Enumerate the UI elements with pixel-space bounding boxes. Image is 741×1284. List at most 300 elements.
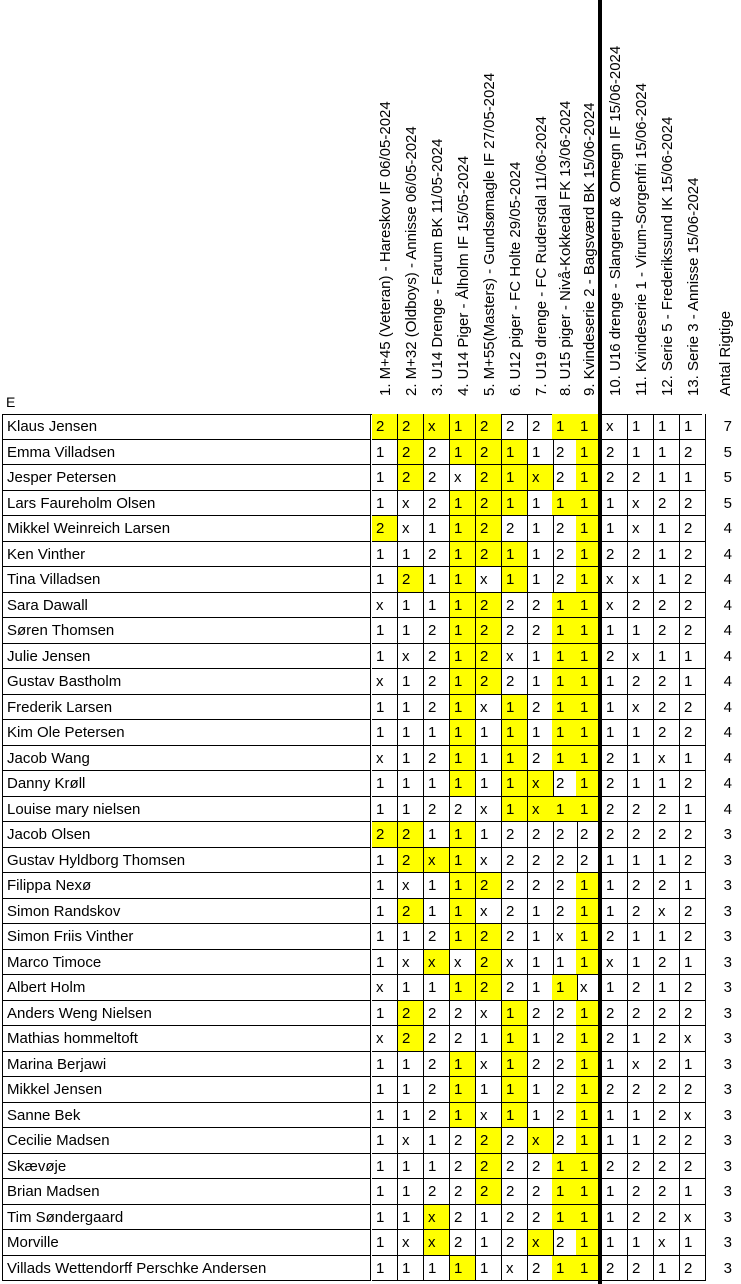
prediction-cell[interactable]: x — [372, 1026, 398, 1052]
prediction-cell-correct[interactable]: 2 — [398, 899, 424, 925]
prediction-cell[interactable]: 2 — [680, 618, 706, 644]
prediction-cell-correct[interactable]: 1 — [502, 797, 528, 823]
prediction-cell[interactable]: 1 — [372, 1128, 398, 1154]
prediction-cell[interactable]: 1 — [372, 618, 398, 644]
prediction-cell[interactable]: 2 — [528, 414, 554, 440]
prediction-cell[interactable]: 1 — [528, 542, 554, 568]
prediction-cell[interactable]: 1 — [528, 975, 554, 1001]
prediction-cell-correct[interactable]: 1 — [502, 1077, 528, 1103]
prediction-cell[interactable]: 2 — [654, 1103, 680, 1129]
prediction-cell-correct[interactable]: 1 — [576, 567, 602, 593]
prediction-cell-correct[interactable]: 1 — [576, 797, 602, 823]
prediction-cell[interactable]: 2 — [552, 465, 578, 491]
prediction-cell[interactable]: 2 — [680, 1154, 706, 1180]
prediction-cell[interactable]: 2 — [654, 720, 680, 746]
prediction-cell[interactable]: 2 — [654, 1001, 680, 1027]
prediction-cell-correct[interactable]: 1 — [502, 1001, 528, 1027]
prediction-cell[interactable]: 2 — [424, 1026, 450, 1052]
prediction-cell[interactable]: 1 — [628, 720, 654, 746]
prediction-cell[interactable]: x — [576, 975, 602, 1001]
prediction-cell[interactable]: x — [372, 669, 398, 695]
prediction-cell[interactable]: 2 — [424, 924, 450, 950]
prediction-cell[interactable]: 2 — [552, 1077, 578, 1103]
prediction-cell-correct[interactable]: 1 — [450, 746, 476, 772]
prediction-cell-correct[interactable]: 1 — [450, 924, 476, 950]
prediction-cell[interactable]: 1 — [654, 440, 680, 466]
prediction-cell-correct[interactable]: 1 — [576, 771, 602, 797]
prediction-cell[interactable]: x — [680, 1103, 706, 1129]
participant-name[interactable]: Klaus Jensen — [2, 414, 371, 440]
prediction-cell[interactable]: 2 — [680, 720, 706, 746]
prediction-cell[interactable]: 2 — [552, 822, 578, 848]
prediction-cell-correct[interactable]: 1 — [576, 491, 602, 517]
prediction-cell-correct[interactable]: 1 — [450, 644, 476, 670]
prediction-cell[interactable]: 2 — [654, 1052, 680, 1078]
prediction-cell[interactable]: 1 — [424, 567, 450, 593]
prediction-cell[interactable]: 2 — [654, 950, 680, 976]
prediction-cell[interactable]: 1 — [654, 924, 680, 950]
participant-name[interactable]: Danny Krøll — [2, 771, 371, 797]
prediction-cell-correct[interactable]: 1 — [576, 1077, 602, 1103]
prediction-cell[interactable]: 2 — [502, 669, 528, 695]
prediction-cell-correct[interactable]: 2 — [476, 1179, 502, 1205]
prediction-cell-correct[interactable]: 2 — [476, 593, 502, 619]
prediction-cell[interactable]: 2 — [680, 491, 706, 517]
participant-name[interactable]: Emma Villadsen — [2, 440, 371, 466]
prediction-cell[interactable]: 1 — [372, 1154, 398, 1180]
prediction-cell[interactable]: 1 — [372, 1077, 398, 1103]
participant-name[interactable]: Sanne Bek — [2, 1103, 371, 1129]
prediction-cell[interactable]: 1 — [424, 1256, 450, 1282]
prediction-cell[interactable]: 1 — [602, 491, 628, 517]
participant-name[interactable]: Frederik Larsen — [2, 695, 371, 721]
prediction-cell[interactable]: 1 — [398, 1256, 424, 1282]
prediction-cell[interactable]: 1 — [680, 746, 706, 772]
prediction-cell[interactable]: 2 — [528, 873, 554, 899]
prediction-cell[interactable]: x — [372, 746, 398, 772]
prediction-cell[interactable]: 2 — [552, 567, 578, 593]
prediction-cell-correct[interactable]: 1 — [450, 669, 476, 695]
prediction-cell[interactable]: x — [398, 644, 424, 670]
prediction-cell[interactable]: 1 — [424, 720, 450, 746]
prediction-cell[interactable]: 2 — [450, 1230, 476, 1256]
prediction-cell[interactable]: 1 — [372, 924, 398, 950]
prediction-cell[interactable]: 2 — [502, 822, 528, 848]
prediction-cell[interactable]: 2 — [424, 797, 450, 823]
prediction-cell[interactable]: 2 — [528, 1052, 554, 1078]
prediction-cell[interactable]: 1 — [372, 644, 398, 670]
prediction-cell[interactable]: 2 — [654, 1128, 680, 1154]
prediction-cell[interactable]: 2 — [424, 1103, 450, 1129]
prediction-cell[interactable]: 2 — [602, 1077, 628, 1103]
prediction-cell[interactable]: 2 — [502, 873, 528, 899]
prediction-cell[interactable]: 1 — [680, 873, 706, 899]
prediction-cell[interactable]: 1 — [372, 873, 398, 899]
prediction-cell[interactable]: 2 — [502, 1230, 528, 1256]
prediction-cell[interactable]: 1 — [372, 567, 398, 593]
prediction-cell-correct[interactable]: 1 — [450, 1077, 476, 1103]
prediction-cell[interactable]: 2 — [552, 1230, 578, 1256]
prediction-cell[interactable]: x — [602, 567, 628, 593]
prediction-cell[interactable]: 2 — [680, 1001, 706, 1027]
prediction-cell[interactable]: 2 — [602, 1026, 628, 1052]
prediction-cell[interactable]: x — [476, 1001, 502, 1027]
prediction-cell[interactable]: 1 — [398, 797, 424, 823]
prediction-cell[interactable]: x — [654, 746, 680, 772]
prediction-cell-correct[interactable]: 1 — [576, 1256, 602, 1282]
prediction-cell[interactable]: 1 — [680, 1052, 706, 1078]
prediction-cell[interactable]: 1 — [424, 1154, 450, 1180]
prediction-cell[interactable]: 2 — [502, 848, 528, 874]
prediction-cell-correct[interactable]: 1 — [450, 695, 476, 721]
prediction-cell[interactable]: 2 — [552, 542, 578, 568]
prediction-cell-correct[interactable]: 1 — [576, 516, 602, 542]
prediction-cell-correct[interactable]: 1 — [450, 491, 476, 517]
prediction-cell[interactable]: 2 — [654, 1077, 680, 1103]
prediction-cell[interactable]: 1 — [398, 771, 424, 797]
prediction-cell-correct[interactable]: 1 — [502, 465, 528, 491]
prediction-cell[interactable]: 2 — [450, 1001, 476, 1027]
prediction-cell-correct[interactable]: 1 — [450, 873, 476, 899]
prediction-cell[interactable]: 2 — [552, 440, 578, 466]
prediction-cell[interactable]: x — [398, 516, 424, 542]
prediction-cell[interactable]: 1 — [476, 1230, 502, 1256]
prediction-cell[interactable]: 1 — [628, 1026, 654, 1052]
prediction-cell-correct[interactable]: 2 — [398, 465, 424, 491]
prediction-cell[interactable]: 1 — [628, 618, 654, 644]
prediction-cell-correct[interactable]: 1 — [576, 873, 602, 899]
prediction-cell[interactable]: 1 — [398, 1103, 424, 1129]
prediction-cell[interactable]: 2 — [552, 873, 578, 899]
participant-name[interactable]: Julie Jensen — [2, 644, 371, 670]
prediction-cell[interactable]: x — [552, 924, 578, 950]
prediction-cell-correct[interactable]: 1 — [576, 440, 602, 466]
prediction-cell[interactable]: 2 — [654, 491, 680, 517]
prediction-cell-correct[interactable]: 1 — [576, 950, 602, 976]
prediction-cell[interactable]: x — [450, 950, 476, 976]
prediction-cell-correct[interactable]: 2 — [372, 414, 398, 440]
prediction-cell-correct[interactable]: 2 — [476, 669, 502, 695]
prediction-cell[interactable]: 1 — [628, 1230, 654, 1256]
prediction-cell-correct[interactable]: 1 — [450, 720, 476, 746]
prediction-cell[interactable]: 2 — [680, 975, 706, 1001]
prediction-cell-correct[interactable]: 1 — [450, 975, 476, 1001]
prediction-cell[interactable]: x — [476, 1103, 502, 1129]
prediction-cell[interactable]: 2 — [450, 797, 476, 823]
prediction-cell-correct[interactable]: 1 — [450, 1256, 476, 1282]
prediction-cell[interactable]: 2 — [602, 822, 628, 848]
prediction-cell[interactable]: 2 — [450, 1154, 476, 1180]
prediction-cell-correct[interactable]: 1 — [552, 644, 578, 670]
prediction-cell[interactable]: 2 — [450, 1179, 476, 1205]
prediction-cell[interactable]: x — [654, 899, 680, 925]
prediction-cell[interactable]: 2 — [680, 822, 706, 848]
prediction-cell[interactable]: 1 — [398, 1052, 424, 1078]
participant-name[interactable]: Tina Villadsen — [2, 567, 371, 593]
participant-name[interactable]: Mathias hommeltoft — [2, 1026, 371, 1052]
prediction-cell[interactable]: 2 — [502, 618, 528, 644]
prediction-cell[interactable]: 2 — [576, 822, 602, 848]
prediction-cell-correct[interactable]: 1 — [450, 542, 476, 568]
prediction-cell-correct[interactable]: 2 — [476, 618, 502, 644]
prediction-cell-correct[interactable]: 1 — [576, 695, 602, 721]
prediction-cell[interactable]: 2 — [450, 1026, 476, 1052]
prediction-cell[interactable]: 2 — [576, 848, 602, 874]
prediction-cell[interactable]: 2 — [528, 1179, 554, 1205]
prediction-cell[interactable]: 1 — [424, 873, 450, 899]
prediction-cell-correct[interactable]: 1 — [450, 771, 476, 797]
prediction-cell[interactable]: 1 — [602, 975, 628, 1001]
participant-name[interactable]: Mikkel Jensen — [2, 1077, 371, 1103]
prediction-cell[interactable]: 2 — [502, 414, 528, 440]
prediction-cell[interactable]: 2 — [654, 1154, 680, 1180]
prediction-cell[interactable]: 1 — [372, 542, 398, 568]
prediction-cell[interactable]: 1 — [602, 1179, 628, 1205]
participant-name[interactable]: Gustav Hyldborg Thomsen — [2, 848, 371, 874]
prediction-cell[interactable]: 2 — [528, 746, 554, 772]
prediction-cell-correct[interactable]: x — [528, 771, 554, 797]
prediction-cell[interactable]: 1 — [398, 720, 424, 746]
prediction-cell[interactable]: 2 — [680, 695, 706, 721]
prediction-cell-correct[interactable]: 2 — [476, 491, 502, 517]
prediction-cell[interactable]: x — [476, 567, 502, 593]
prediction-cell[interactable]: 1 — [528, 669, 554, 695]
prediction-cell[interactable]: 1 — [528, 720, 554, 746]
prediction-cell[interactable]: 1 — [372, 950, 398, 976]
prediction-cell[interactable]: 2 — [528, 822, 554, 848]
participant-name[interactable]: Cecilie Madsen — [2, 1128, 371, 1154]
prediction-cell-correct[interactable]: 1 — [502, 720, 528, 746]
prediction-cell-correct[interactable]: 1 — [576, 593, 602, 619]
prediction-cell-correct[interactable]: 1 — [576, 542, 602, 568]
prediction-cell-correct[interactable]: x — [424, 414, 450, 440]
prediction-cell[interactable]: 1 — [372, 1001, 398, 1027]
prediction-cell[interactable]: 1 — [398, 593, 424, 619]
prediction-cell-correct[interactable]: 2 — [476, 924, 502, 950]
prediction-cell[interactable]: 1 — [680, 797, 706, 823]
prediction-cell[interactable]: 1 — [602, 720, 628, 746]
prediction-cell[interactable]: 1 — [680, 1230, 706, 1256]
prediction-cell[interactable]: 1 — [628, 924, 654, 950]
prediction-cell[interactable]: 2 — [654, 618, 680, 644]
prediction-cell-correct[interactable]: 1 — [576, 1026, 602, 1052]
prediction-cell[interactable]: 1 — [424, 975, 450, 1001]
prediction-cell-correct[interactable]: 1 — [552, 669, 578, 695]
prediction-cell[interactable]: 1 — [372, 1103, 398, 1129]
prediction-cell[interactable]: 1 — [628, 1128, 654, 1154]
prediction-cell[interactable]: 2 — [424, 1052, 450, 1078]
prediction-cell[interactable]: 1 — [424, 593, 450, 619]
prediction-cell[interactable]: 2 — [628, 1001, 654, 1027]
prediction-cell[interactable]: 1 — [372, 1179, 398, 1205]
prediction-cell-correct[interactable]: 1 — [576, 414, 602, 440]
prediction-cell[interactable]: 1 — [602, 695, 628, 721]
prediction-cell[interactable]: 1 — [424, 1128, 450, 1154]
prediction-cell[interactable]: 2 — [602, 1001, 628, 1027]
prediction-cell[interactable]: 2 — [424, 1179, 450, 1205]
prediction-cell[interactable]: 1 — [398, 669, 424, 695]
prediction-cell[interactable]: 1 — [398, 618, 424, 644]
prediction-cell-correct[interactable]: 1 — [502, 1103, 528, 1129]
prediction-cell-correct[interactable]: 1 — [576, 1128, 602, 1154]
prediction-cell[interactable]: 1 — [602, 1205, 628, 1231]
prediction-cell-correct[interactable]: x — [424, 848, 450, 874]
prediction-cell[interactable]: x — [476, 1052, 502, 1078]
prediction-cell-correct[interactable]: 1 — [552, 593, 578, 619]
prediction-cell[interactable]: 2 — [680, 771, 706, 797]
prediction-cell-correct[interactable]: 1 — [576, 618, 602, 644]
prediction-cell[interactable]: 1 — [654, 465, 680, 491]
prediction-cell[interactable]: x — [628, 695, 654, 721]
prediction-cell[interactable]: 1 — [628, 746, 654, 772]
prediction-cell-correct[interactable]: 1 — [552, 491, 578, 517]
prediction-cell[interactable]: 2 — [528, 593, 554, 619]
prediction-cell[interactable]: 2 — [552, 1103, 578, 1129]
participant-name[interactable]: Jesper Petersen — [2, 465, 371, 491]
participant-name[interactable]: Gustav Bastholm — [2, 669, 371, 695]
prediction-cell[interactable]: 2 — [602, 924, 628, 950]
prediction-cell[interactable]: x — [372, 593, 398, 619]
prediction-cell[interactable]: 1 — [372, 1230, 398, 1256]
prediction-cell[interactable]: x — [602, 593, 628, 619]
prediction-cell-correct[interactable]: 2 — [372, 822, 398, 848]
prediction-cell[interactable]: x — [476, 899, 502, 925]
prediction-cell[interactable]: 1 — [398, 695, 424, 721]
prediction-cell[interactable]: 1 — [680, 465, 706, 491]
prediction-cell[interactable]: 1 — [628, 771, 654, 797]
prediction-cell[interactable]: 2 — [680, 1128, 706, 1154]
prediction-cell[interactable]: 1 — [424, 899, 450, 925]
participant-name[interactable]: Marina Berjawi — [2, 1052, 371, 1078]
prediction-cell[interactable]: 2 — [424, 669, 450, 695]
prediction-cell[interactable]: 1 — [602, 618, 628, 644]
prediction-cell-correct[interactable]: 2 — [398, 414, 424, 440]
prediction-cell[interactable]: 1 — [654, 414, 680, 440]
prediction-cell-correct[interactable]: 1 — [576, 746, 602, 772]
prediction-cell[interactable]: 2 — [628, 669, 654, 695]
prediction-cell[interactable]: 2 — [502, 1154, 528, 1180]
prediction-cell[interactable]: x — [628, 567, 654, 593]
prediction-cell[interactable]: 2 — [502, 1205, 528, 1231]
prediction-cell-correct[interactable]: 2 — [476, 873, 502, 899]
prediction-cell-correct[interactable]: 1 — [576, 924, 602, 950]
prediction-cell-correct[interactable]: 1 — [552, 618, 578, 644]
prediction-cell[interactable]: 1 — [528, 924, 554, 950]
prediction-cell[interactable]: x — [372, 975, 398, 1001]
prediction-cell-correct[interactable]: 1 — [576, 1052, 602, 1078]
prediction-cell[interactable]: 1 — [372, 797, 398, 823]
prediction-cell-correct[interactable]: x — [424, 1205, 450, 1231]
prediction-cell[interactable]: 2 — [424, 491, 450, 517]
prediction-cell-correct[interactable]: 2 — [476, 542, 502, 568]
prediction-cell[interactable]: 1 — [602, 1128, 628, 1154]
prediction-cell[interactable]: 1 — [654, 1256, 680, 1282]
prediction-cell[interactable]: 1 — [398, 746, 424, 772]
prediction-cell[interactable]: 2 — [502, 975, 528, 1001]
prediction-cell-correct[interactable]: 2 — [398, 848, 424, 874]
prediction-cell[interactable]: 2 — [502, 1128, 528, 1154]
participant-name[interactable]: Jacob Wang — [2, 746, 371, 772]
prediction-cell-correct[interactable]: 1 — [450, 822, 476, 848]
prediction-cell-correct[interactable]: 1 — [502, 771, 528, 797]
prediction-cell[interactable]: x — [502, 950, 528, 976]
prediction-cell[interactable]: 2 — [680, 593, 706, 619]
prediction-cell[interactable]: 1 — [680, 1179, 706, 1205]
prediction-cell-correct[interactable]: 1 — [450, 899, 476, 925]
prediction-cell[interactable]: 2 — [628, 1205, 654, 1231]
prediction-cell[interactable]: x — [398, 491, 424, 517]
prediction-cell[interactable]: 2 — [552, 516, 578, 542]
prediction-cell[interactable]: 1 — [680, 644, 706, 670]
prediction-cell-correct[interactable]: 1 — [576, 669, 602, 695]
prediction-cell[interactable]: x — [628, 644, 654, 670]
prediction-cell-correct[interactable]: x — [528, 465, 554, 491]
prediction-cell-correct[interactable]: 1 — [552, 746, 578, 772]
participant-name[interactable]: Villads Wettendorff Perschke Andersen — [2, 1256, 371, 1282]
prediction-cell[interactable]: 2 — [502, 593, 528, 619]
participant-name[interactable]: Simon Friis Vinther — [2, 924, 371, 950]
prediction-cell[interactable]: 2 — [552, 1026, 578, 1052]
prediction-cell[interactable]: 2 — [552, 848, 578, 874]
participant-name[interactable]: Lars Faureholm Olsen — [2, 491, 371, 517]
prediction-cell-correct[interactable]: 1 — [502, 1052, 528, 1078]
prediction-cell[interactable]: x — [602, 950, 628, 976]
prediction-cell[interactable]: 2 — [602, 440, 628, 466]
prediction-cell[interactable]: 2 — [680, 1077, 706, 1103]
prediction-cell-correct[interactable]: 1 — [502, 440, 528, 466]
prediction-cell[interactable]: 1 — [398, 1179, 424, 1205]
prediction-cell-correct[interactable]: 1 — [576, 1230, 602, 1256]
participant-name[interactable]: Søren Thomsen — [2, 618, 371, 644]
prediction-cell[interactable]: 1 — [528, 1077, 554, 1103]
prediction-cell[interactable]: 1 — [552, 950, 578, 976]
prediction-cell-correct[interactable]: 1 — [576, 465, 602, 491]
prediction-cell[interactable]: 2 — [654, 797, 680, 823]
prediction-cell-correct[interactable]: 2 — [476, 440, 502, 466]
prediction-cell[interactable]: 2 — [628, 1179, 654, 1205]
prediction-cell[interactable]: 2 — [528, 618, 554, 644]
prediction-cell[interactable]: 1 — [528, 1026, 554, 1052]
prediction-cell[interactable]: 1 — [628, 414, 654, 440]
prediction-cell-correct[interactable]: 1 — [576, 1205, 602, 1231]
prediction-cell[interactable]: 2 — [502, 1179, 528, 1205]
prediction-cell-correct[interactable]: 1 — [552, 975, 578, 1001]
prediction-cell-correct[interactable]: x — [528, 1128, 554, 1154]
prediction-cell-correct[interactable]: 2 — [372, 516, 398, 542]
prediction-cell[interactable]: 2 — [654, 593, 680, 619]
prediction-cell[interactable]: 1 — [602, 516, 628, 542]
prediction-cell-correct[interactable]: 1 — [450, 1103, 476, 1129]
prediction-cell[interactable]: 1 — [398, 1077, 424, 1103]
prediction-cell-correct[interactable]: 2 — [476, 644, 502, 670]
prediction-cell-correct[interactable]: 1 — [576, 1103, 602, 1129]
prediction-cell[interactable]: 2 — [628, 1154, 654, 1180]
prediction-cell[interactable]: 1 — [476, 771, 502, 797]
prediction-cell[interactable]: x — [398, 1128, 424, 1154]
prediction-cell-correct[interactable]: 1 — [552, 797, 578, 823]
prediction-cell[interactable]: 2 — [680, 440, 706, 466]
prediction-cell[interactable]: x — [476, 848, 502, 874]
prediction-cell[interactable]: 2 — [654, 669, 680, 695]
prediction-cell[interactable]: 1 — [680, 669, 706, 695]
prediction-cell[interactable]: 1 — [476, 1256, 502, 1282]
prediction-cell-correct[interactable]: 2 — [476, 516, 502, 542]
prediction-cell-correct[interactable]: 2 — [476, 1154, 502, 1180]
prediction-cell[interactable]: x — [398, 1230, 424, 1256]
prediction-cell[interactable]: 1 — [372, 848, 398, 874]
prediction-cell-correct[interactable]: 1 — [552, 1256, 578, 1282]
prediction-cell[interactable]: x — [628, 516, 654, 542]
